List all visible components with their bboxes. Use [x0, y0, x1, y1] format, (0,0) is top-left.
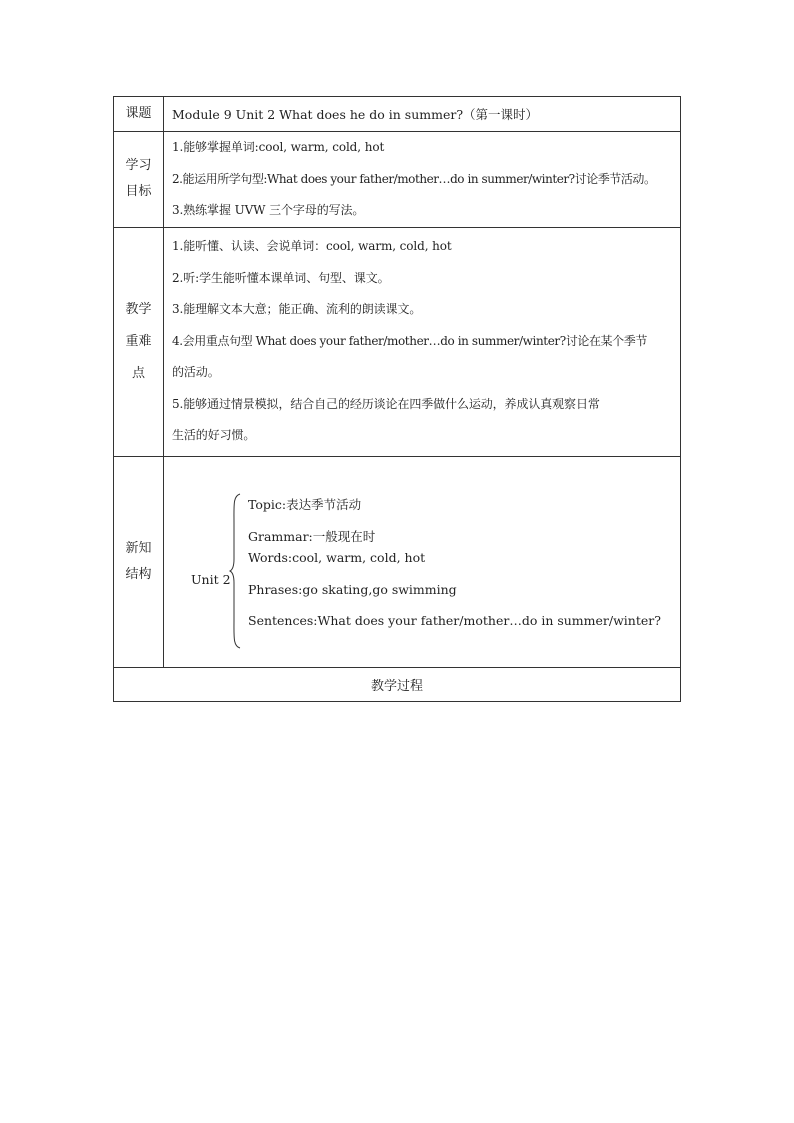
- structure-branch-topic: Topic:表达季节活动: [248, 496, 362, 512]
- structure-label-line: 新知: [125, 540, 152, 556]
- key-point-item: 1.能听懂、认读、会说单词：cool, warm, cold, hot: [172, 239, 452, 254]
- goal-item: 1.能够掌握单词:cool, warm, cold, hot: [172, 140, 385, 154]
- structure-branch-sentences: Sentences:What does your father/mother…do in summer/winter?: [248, 612, 661, 628]
- goal-item: 2.能运用所学句型:What does your father/mother…do in summer/winter?讨论季节活动。: [172, 171, 656, 186]
- key-points-cell: [164, 227, 681, 456]
- key-label-line: 重难: [125, 333, 152, 349]
- structure-label-line: 结构: [125, 566, 152, 582]
- title-row: [114, 97, 681, 132]
- structure-cell: [164, 456, 681, 667]
- knowledge-structure-diagram: [164, 457, 680, 667]
- goal-item: 3.熟练掌握 UVW 三个字母的写法。: [172, 203, 365, 217]
- key-point-item: 生活的好习惯。: [172, 428, 256, 443]
- key-point-item: 的活动。: [172, 365, 220, 380]
- title-cell: [164, 97, 681, 132]
- lesson-plan-table: [113, 96, 681, 702]
- structure-row: [114, 456, 681, 667]
- goals-label-line: 目标: [125, 184, 152, 200]
- goals-cell: [164, 132, 681, 228]
- process-row: [114, 667, 681, 701]
- key-label-line: 点: [131, 365, 145, 381]
- key-points-row: [114, 227, 681, 456]
- goals-row: [114, 132, 681, 228]
- structure-branch-phrases: Phrases:go skating,go swimming: [248, 581, 457, 597]
- key-label-line: 教学: [125, 301, 152, 317]
- structure-branch-grammar: Grammar:一般现在时: [248, 528, 376, 544]
- goals-label-line: 学习: [125, 158, 152, 174]
- key-point-item: 3.能理解文本大意；能正确、流利的朗读课文。: [172, 302, 422, 317]
- process-heading: 教学过程: [114, 667, 681, 701]
- lesson-period: （第一课时）: [463, 107, 539, 122]
- key-point-item: 2.听:学生能听懂本课单词、句型、课文。: [172, 270, 390, 285]
- structure-root: Unit 2: [191, 571, 231, 587]
- title-label: 课题: [114, 97, 164, 132]
- lesson-title: Module 9 Unit 2 What does he do in summer?: [172, 107, 464, 122]
- key-point-item: 4.会用重点句型 What does your father/mother…do in summer/winter?讨论在某个季节: [172, 333, 647, 348]
- brace-icon: [229, 493, 241, 649]
- goals-label: [114, 132, 164, 228]
- key-points-label: [114, 227, 164, 456]
- key-point-item: 5.能够通过情景模拟，结合自己的经历谈论在四季做什么运动，养成认真观察日常: [172, 396, 600, 411]
- structure-label: [114, 456, 164, 667]
- structure-branch-words: Words:cool, warm, cold, hot: [248, 549, 426, 565]
